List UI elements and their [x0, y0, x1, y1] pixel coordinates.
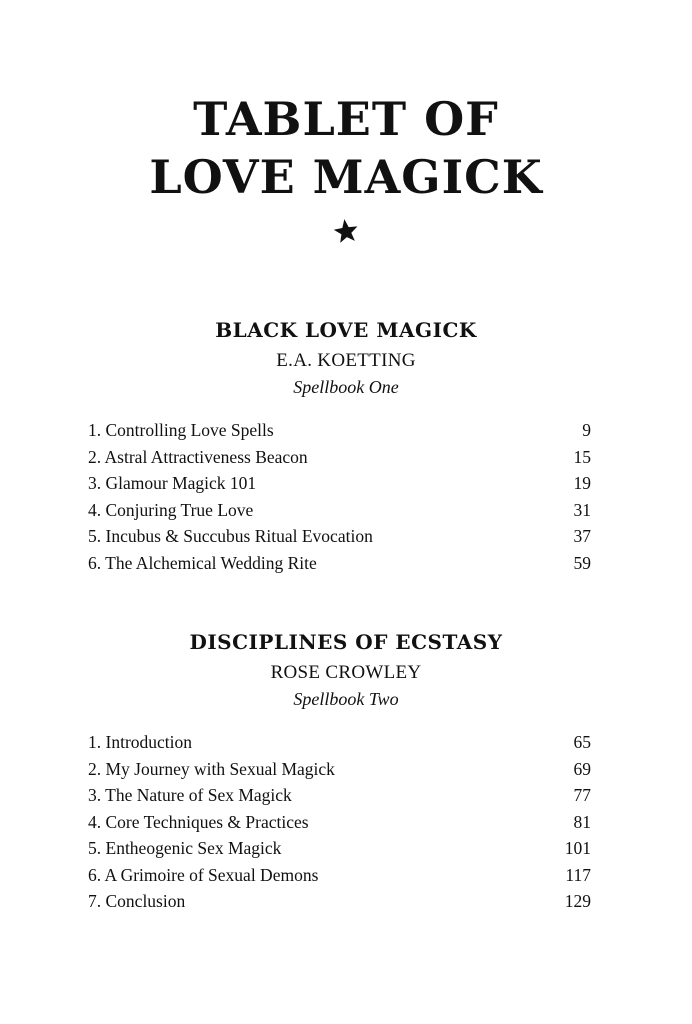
toc-entry[interactable]: [88, 812, 591, 839]
toc-entry[interactable]: [88, 526, 591, 553]
toc-entry-page: 9: [582, 420, 591, 440]
toc-entry-page: 19: [573, 473, 591, 493]
toc-entry-title: 1. Introduction: [88, 732, 193, 752]
toc-entry-page: 77: [573, 785, 591, 805]
toc-entry-page: 65: [573, 732, 591, 752]
section-author-crowley: ROSE CROWLEY: [270, 662, 422, 683]
toc-entry-page: 15: [573, 446, 591, 467]
toc-entry[interactable]: [88, 785, 591, 812]
toc-entry-title: 4. Core Techniques & Practices: [88, 811, 309, 832]
toc-entry-title: 2. Astral Attractiveness Beacon: [88, 446, 308, 467]
section-author-koetting: E.A. KOETTING: [276, 350, 416, 371]
section-subtitle-spellbook-one: Spellbook One: [293, 377, 399, 397]
section-title-disciplines-of-ecstasy: DISCIPLINES OF ECSTASY: [189, 630, 503, 654]
toc-entry[interactable]: [88, 473, 591, 500]
toc-entry-page: 129: [564, 891, 591, 911]
toc-entry[interactable]: [88, 447, 591, 474]
toc-entry-title: 3. Glamour Magick 101: [88, 473, 257, 493]
toc-entry-title: 7. Conclusion: [88, 891, 186, 911]
book-title-line-1: TABLET OF: [193, 92, 499, 146]
book-title-line-2: LOVE MAGICK: [149, 150, 543, 204]
toc-entry-page: 101: [564, 838, 591, 858]
toc-entry-page: 59: [573, 552, 591, 573]
toc-entry-title: 6. A Grimoire of Sexual Demons: [88, 864, 319, 885]
toc-entry[interactable]: [88, 500, 591, 527]
toc-entry-title: 5. Entheogenic Sex Magick: [88, 838, 282, 858]
toc-entry-title: 6. The Alchemical Wedding Rite: [88, 552, 317, 573]
section-title-black-love-magick: BLACK LOVE MAGICK: [215, 318, 477, 342]
toc-entry-page: 37: [573, 526, 591, 546]
toc-entry-title: 2. My Journey with Sexual Magick: [88, 758, 335, 779]
toc-entry[interactable]: [88, 891, 591, 918]
toc-entry-title: 4. Conjuring True Love: [88, 499, 254, 520]
toc-entry-page: 31: [573, 499, 591, 520]
toc-entry-title: 3. The Nature of Sex Magick: [88, 785, 292, 805]
toc-entry[interactable]: [88, 865, 591, 892]
toc-entry[interactable]: [88, 732, 591, 759]
toc-entry[interactable]: [88, 838, 591, 865]
section-subtitle-spellbook-two: Spellbook Two: [293, 689, 399, 709]
toc-entry-page: 69: [573, 758, 591, 779]
toc-entry-title: 1. Controlling Love Spells: [88, 420, 274, 440]
toc-entry-title: 5. Incubus & Succubus Ritual Evocation: [88, 526, 373, 546]
star-icon: [331, 216, 361, 246]
toc-entry[interactable]: [88, 759, 591, 786]
toc-entry[interactable]: [88, 420, 591, 447]
toc-entry[interactable]: [88, 553, 591, 580]
toc-list-spellbook-one: [88, 420, 591, 579]
toc-entry-page: 117: [565, 864, 591, 885]
toc-entry-page: 81: [573, 811, 591, 832]
toc-list-spellbook-two: [88, 732, 591, 918]
